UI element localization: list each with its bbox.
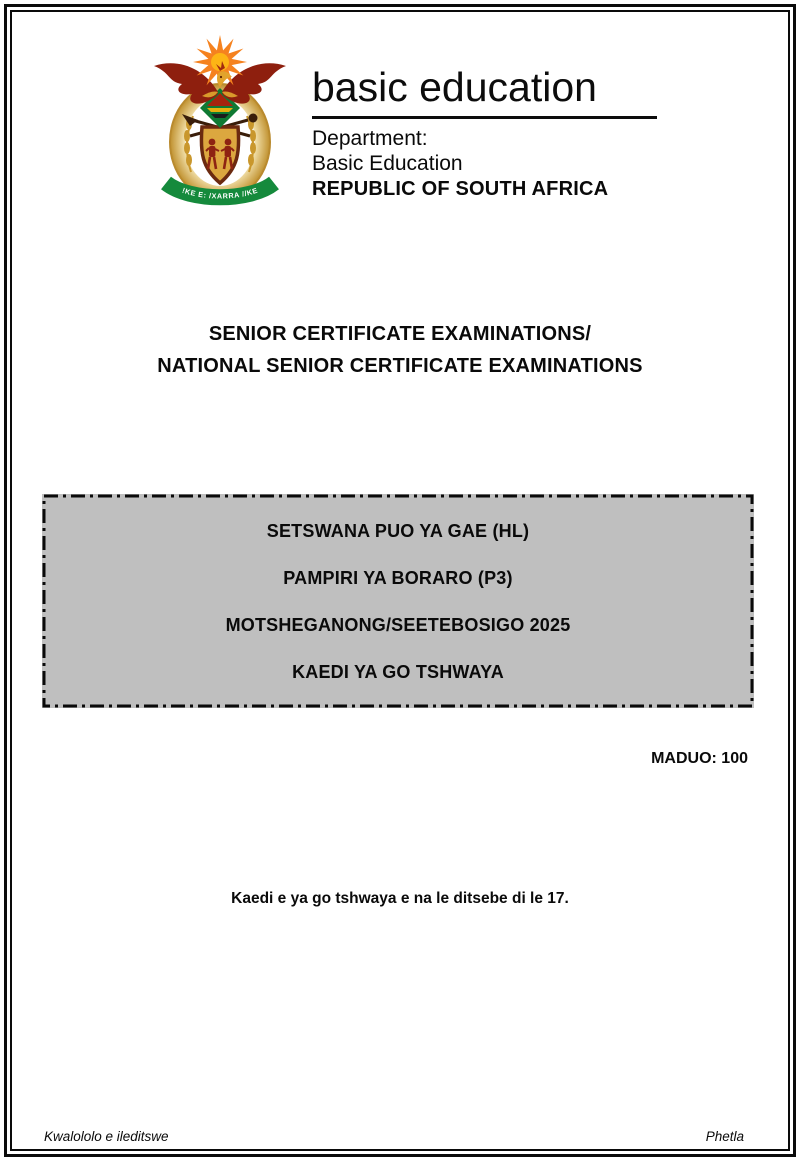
page-count-note: Kaedi e ya go tshwaya e na le ditsebe di le 17. — [231, 890, 569, 907]
exam-session-date: MOTSHEGANONG/SEETEBOSIGO 2025 — [225, 615, 571, 635]
page-turn-label: Phetla — [705, 1129, 744, 1144]
subject-info-box — [42, 494, 754, 708]
department-label: Department: — [312, 127, 428, 151]
wordmark-underline — [312, 116, 657, 119]
paper-number: PAMPIRI YA BORARO (P3) — [283, 568, 513, 588]
subject-name: SETSWANA PUO YA GAE (HL) — [266, 521, 530, 541]
page-footer — [44, 1129, 744, 1144]
motto-text: !KE E: /XARRA //KE — [180, 185, 260, 201]
department-name: Basic Education — [312, 152, 463, 176]
department-brand-block — [312, 66, 672, 203]
marks-total: MADUO: 100 — [651, 750, 748, 767]
document-type: KAEDI YA GO TSHWAYA — [292, 662, 504, 682]
country-label: REPUBLIC OF SOUTH AFRICA — [312, 178, 609, 201]
copyright-note: Kwalololo e ileditswe — [44, 1129, 169, 1144]
coat-of-arms-logo — [144, 32, 296, 216]
exam-title-line-1: SENIOR CERTIFICATE EXAMINATIONS/ — [208, 323, 592, 345]
basic-education-wordmark: basic education — [312, 64, 597, 110]
exam-title-line-2: NATIONAL SENIOR CERTIFICATE EXAMINATIONS — [157, 355, 643, 377]
exam-session-title — [0, 318, 800, 382]
